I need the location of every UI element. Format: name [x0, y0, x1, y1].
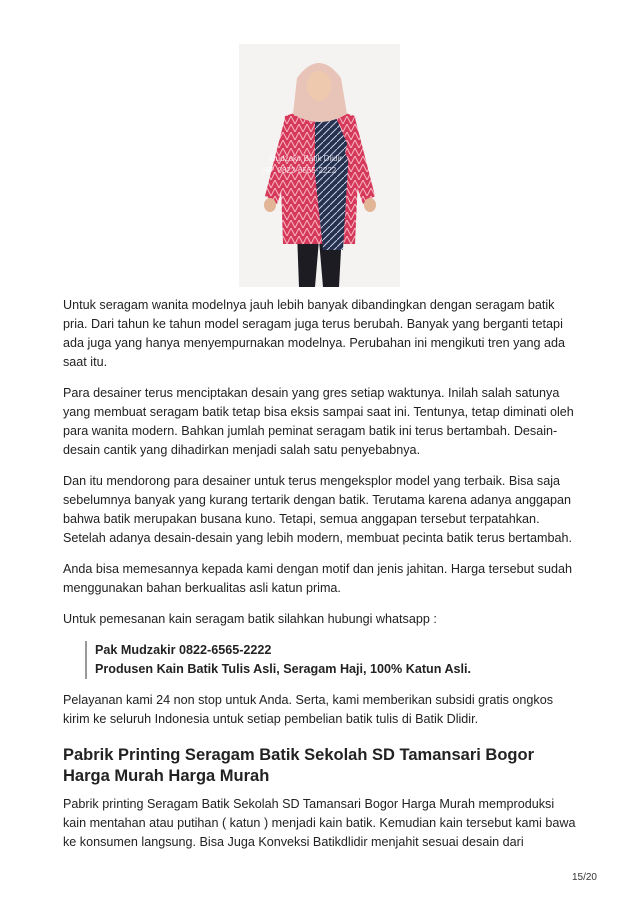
paragraph-after-quote: Pelayanan kami 24 non stop untuk Anda. Serta, kami memberikan subsidi gratis ongkos kirim ke seluruh Indonesia untuk setiap pembelian batik tulis di Batik Dlidir. — [63, 693, 554, 726]
page-number: 15/20 — [571, 872, 597, 883]
paragraph-5: Untuk pemesanan kain seragam batik silahkan hubungi whatsapp : — [63, 612, 437, 626]
paragraph-2: Para desainer terus menciptakan desain yang gres setiap waktunya. Inilah salah satunya yang membuat seragam batik tetap bisa eksis sampai saat ini. Tentunya, tetap diminati oleh para wanita modern. Bahkan jumlah peminat seragam batik ini terus bertambah. Desain-desain cantik yang dihadirkan menjadi salah satu penyebabnya. — [63, 386, 574, 457]
product-photo — [239, 44, 400, 287]
producer-line: Produsen Kain Batik Tulis Asli, Seragam Haji, 100% Katun Asli. — [95, 662, 472, 676]
contact-quote — [85, 641, 579, 679]
watermark-line-2: HP. 0822-6565-2222 — [263, 166, 337, 175]
model-illustration — [239, 44, 400, 287]
contact-line: Pak Mudzakir 0822-6565-2222 — [95, 643, 272, 657]
paragraph-3: Dan itu mendorong para desainer untuk terus mengeksplor model yang terbaik. Bisa saja sebelumnya banyak yang kurang tertarik dengan batik. Terutama karena adanya anggapan bahwa batik merupakan busana kuno. Tetapi, semua anggapan tersebut terpatahkan. Setelah adanya desain-desain yang lebih modern, membuat pecinta batik terus bertambah. — [63, 474, 572, 545]
paragraph-1: Untuk seragam wanita modelnya jauh lebih banyak dibandingkan dengan seragam batik pria. Dari tahun ke tahun model seragam juga terus berubah. Banyak yang berganti tetapi ada juga yang hanya menyempurnakan modelnya. Perubahan ini mengikuti tren yang ada saat itu. — [63, 298, 565, 369]
paragraph-4: Anda bisa memesannya kepada kami dengan motif dan jenis jahitan. Harga tersebut sudah menggunakan bahan berkualitas asli katun prima. — [63, 562, 572, 595]
article-body — [63, 296, 579, 864]
section-paragraph: Pabrik printing Seragam Batik Sekolah SD Tamansari Bogor Harga Murah memproduksi kain mentahan atau putihan ( katun ) menjadi kain batik. Kemudian kain tersebut kami bawa ke konsumen langsung. Bisa Juga Konveksi Batikdlidir menjahit sesuai desain dari — [63, 797, 576, 849]
watermark-line-1: Mudzakir Batik Dlidir — [269, 154, 342, 163]
section-heading: Pabrik Printing Seragam Batik Sekolah SD Tamansari Bogor Harga Murah Harga Murah — [63, 746, 534, 785]
